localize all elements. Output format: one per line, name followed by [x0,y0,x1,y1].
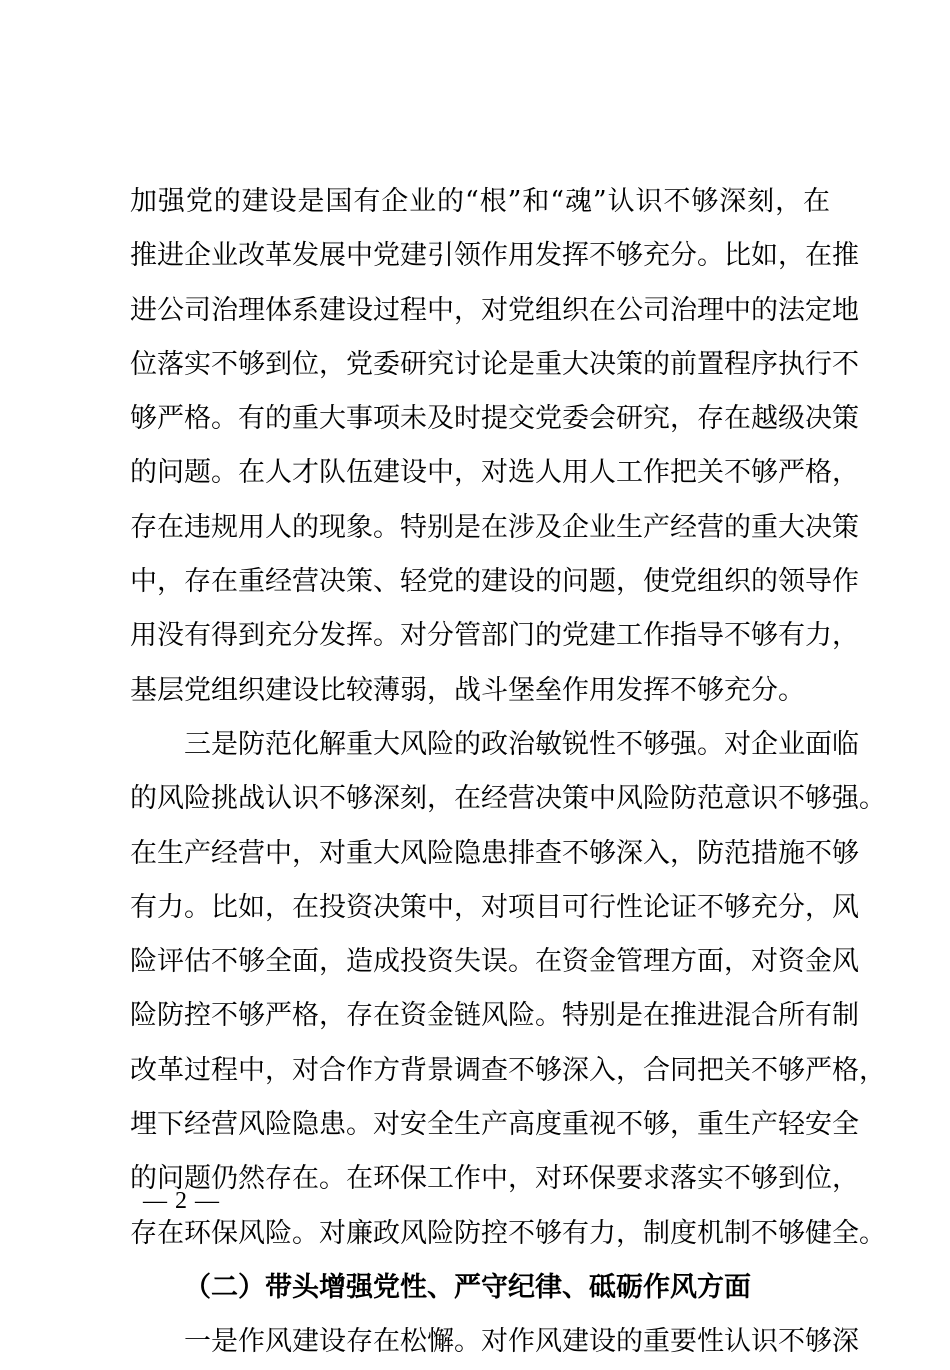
text-line: 改革过程中，对合作方背景调查不够深入，合同把关不够严格， [130,1054,886,1086]
text-line: 险评估不够全面，造成投资失误。在资金管理方面，对资金风 [130,946,859,978]
text-line: 基层党组织建设比较薄弱，战斗堡垒作用发挥不够充分。 [130,674,805,706]
text-line: 加强党的建设是国有企业的“根”和“魂”认识不够深刻，在 [130,186,830,217]
text-line: 中，存在重经营决策、轻党的建设的问题，使党组织的领导作 [130,566,859,598]
text-line: 位落实不够到位，党委研究讨论是重大决策的前置程序执行不 [130,348,859,380]
text-line: 三是防范化解重大风险的政治敏锐性不够强。对企业面临 [184,728,859,760]
text-line: 一是作风建设存在松懈。对作风建设的重要性认识不够深 [184,1326,859,1358]
text-line: 够严格。有的重大事项未及时提交党委会研究，存在越级决策 [130,403,859,435]
text-line: 的问题仍然存在。在环保工作中，对环保要求落实不够到位， [130,1163,859,1195]
text-line: 用没有得到充分发挥。对分管部门的党建工作指导不够有力， [130,620,859,652]
text-line: 的风险挑战认识不够深刻，在经营决策中风险防范意识不够强。 [130,783,886,815]
page-number: — 2 — [143,1188,220,1214]
text-line: 存在环保风险。对廉政风险防控不够有力，制度机制不够健全。 [130,1217,886,1249]
text-line: 有力。比如，在投资决策中，对项目可行性论证不够充分，风 [130,891,859,923]
text-line: 险防控不够严格，存在资金链风险。特别是在推进混合所有制 [130,1000,859,1032]
text-line: 埋下经营风险隐患。对安全生产高度重视不够，重生产轻安全 [130,1109,859,1141]
text-line: 进公司治理体系建设过程中，对党组织在公司治理中的法定地 [130,294,859,326]
document-body [130,175,886,1370]
text-line: 存在违规用人的现象。特别是在涉及企业生产经营的重大决策 [130,511,859,543]
section-heading: （二）带头增强党性、严守纪律、砥砺作风方面 [184,1271,751,1303]
text-line: 在生产经营中，对重大风险隐患排查不够深入，防范措施不够 [130,837,859,869]
text-line: 推进企业改革发展中党建引领作用发挥不够充分。比如，在推 [130,240,859,272]
text-line: 的问题。在人才队伍建设中，对选人用人工作把关不够严格， [130,457,859,489]
